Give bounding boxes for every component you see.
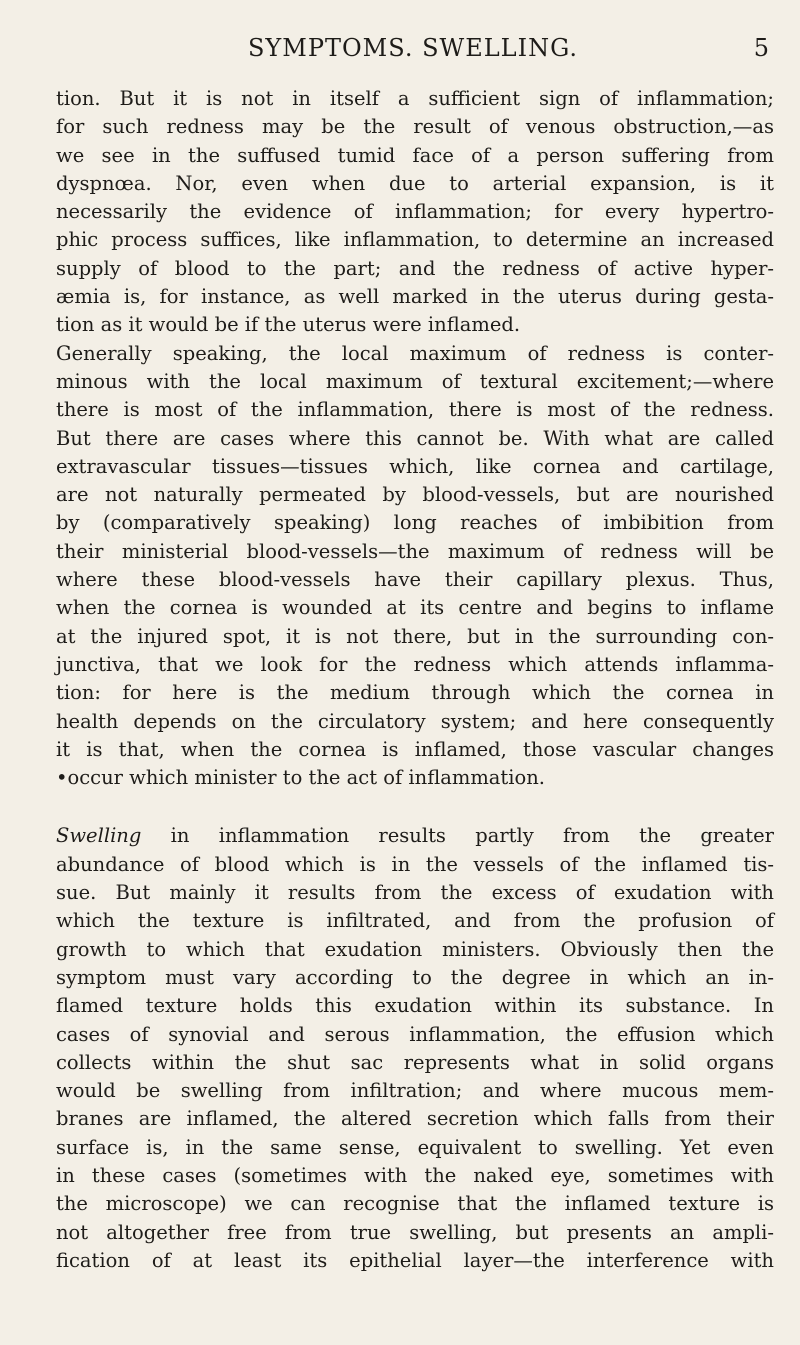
text-line: extravascular tissues—tissues which, like cornea and cartilage, [56, 454, 774, 478]
text-line: junctiva, that we look for the redness which attends inflamma- [56, 652, 774, 676]
first-line-text: in inflammation results partly from the greater [141, 824, 774, 848]
text-line: tion: for here is the medium through which the cornea in [56, 681, 774, 705]
text-line: not altogether free from true swelling, but presents an ampli- [56, 1220, 774, 1244]
text-line: would be swelling from infiltration; and where mucous mem- [56, 1079, 774, 1103]
text-line: fication of at least its epithelial layer—the interference with [56, 1248, 774, 1272]
text-line: there is most of the inflammation, there is most of the redness. [56, 398, 774, 422]
text-line: at the injured spot, it is not there, but in the surrounding con- [56, 624, 774, 648]
text-line [56, 822, 774, 850]
section-gap [56, 792, 774, 822]
text-line: surface is, in the same sense, equivalent to swelling. Yet even [56, 1135, 774, 1159]
running-title: SYMPTOMS. SWELLING. [247, 34, 579, 62]
text-line: tion. But it is not in itself a sufficient sign of inflammation; [56, 87, 774, 110]
body-text [56, 85, 774, 1275]
section-lead-word: Swelling [56, 824, 142, 848]
text-line: by (comparatively speaking) long reaches of imbibition from [56, 511, 774, 535]
text-line: we see in the suffused tumid face of a person suffering from [56, 143, 774, 167]
page-header [56, 34, 770, 68]
text-line: sue. But mainly it results from the excess of exudation with [56, 881, 774, 905]
paragraph-redness-continued [56, 85, 774, 340]
text-line: for such redness may be the result of venous obstruction,—as [56, 115, 774, 139]
page-number: 5 [753, 34, 770, 62]
text-line: necessarily the evidence of inflammation; for every hypertro- [56, 200, 774, 224]
text-line: it is that, when the cornea is inflamed, those vascular changes [56, 737, 774, 761]
text-line: •occur which minister to the act of inflammation. [56, 766, 546, 790]
text-line: growth to which that exudation ministers. Obviously then the [56, 937, 774, 961]
text-line: abundance of blood which is in the vessels of the inflamed tis- [56, 852, 774, 876]
text-line: minous with the local maximum of textural excitement;—where [56, 369, 774, 393]
text-line: supply of blood to the part; and the redness of active hyper- [56, 256, 774, 280]
text-line: their ministerial blood-vessels—the maximum of redness will be [56, 539, 774, 563]
text-line: when the cornea is wounded at its centre and begins to inflame [56, 596, 774, 620]
paragraph-swelling [56, 822, 774, 1275]
text-line: phic process suffices, like inflammation, to determine an increased [56, 228, 774, 252]
text-line: branes are inflamed, the altered secretion which falls from their [56, 1107, 774, 1131]
text-line: flamed texture holds this exudation within its substance. In [56, 994, 774, 1018]
text-line: where these blood-vessels have their capillary plexus. Thus, [56, 568, 774, 592]
text-line: æmia is, for instance, as well marked in the uterus during gesta- [56, 285, 774, 309]
text-line: are not naturally permeated by blood-vessels, but are nourished [56, 483, 774, 507]
text-line: health depends on the circulatory system; and here consequently [56, 709, 774, 733]
text-line: the microscope) we can recognise that the inflamed texture is [56, 1192, 774, 1216]
text-line: which the texture is infiltrated, and from the profusion of [56, 909, 774, 933]
text-line: in these cases (sometimes with the naked eye, sometimes with [56, 1163, 774, 1187]
text-line: tion as it would be if the uterus were inflamed. [56, 313, 521, 337]
text-line: collects within the shut sac represents what in solid organs [56, 1050, 774, 1074]
text-line: But there are cases where this cannot be. With what are called [56, 426, 774, 450]
text-line: Generally speaking, the local maximum of redness is conter- [56, 341, 774, 365]
text-line: symptom must vary according to the degree in which an in- [56, 965, 774, 989]
text-line: cases of synovial and serous inflammation, the effusion which [56, 1022, 774, 1046]
text-line: dyspnœa. Nor, even when due to arterial expansion, is it [56, 171, 774, 195]
paragraph-redness-maximum [56, 340, 774, 793]
